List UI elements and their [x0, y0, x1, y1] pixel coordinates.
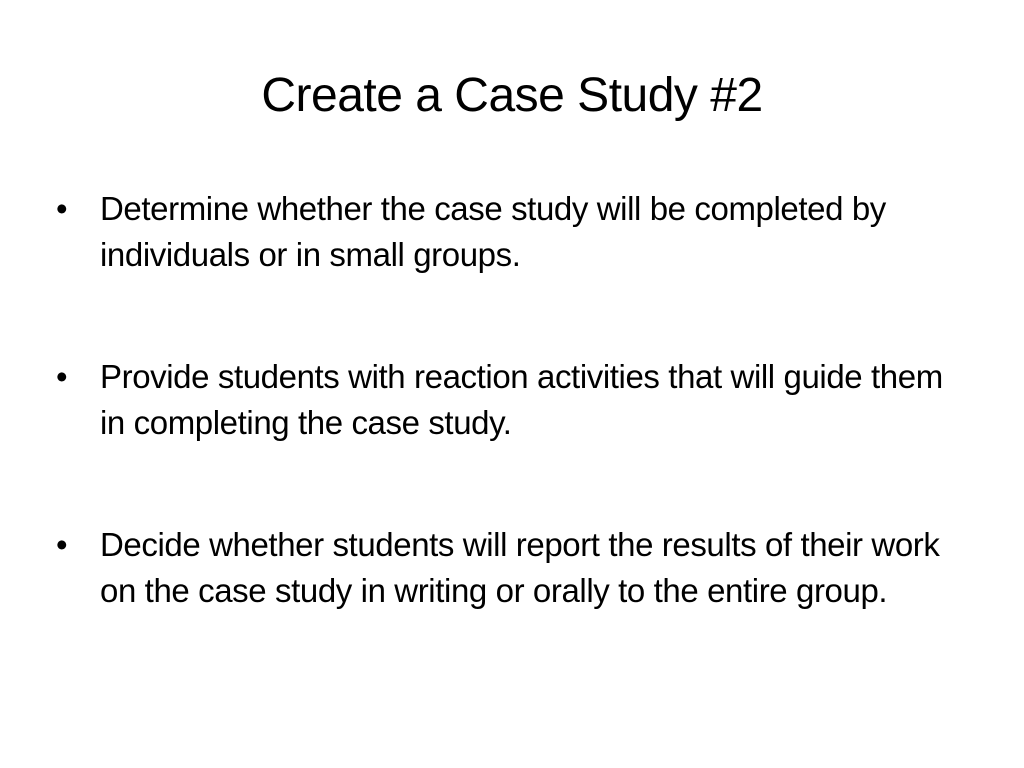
bullet-text: Determine whether the case study will be completed by individuals or in small groups. — [100, 190, 886, 273]
bullet-text: Decide whether students will report the results of their work on the case study in writing or orally to the entire group. — [100, 526, 940, 609]
bullet-item — [56, 354, 956, 446]
bullet-text: Provide students with reaction activities that will guide them in completing the case study. — [100, 358, 943, 441]
bullet-icon: • — [56, 358, 68, 395]
bullet-list — [56, 186, 956, 614]
slide-title: Create a Case Study #2 — [261, 69, 763, 122]
bullet-item — [56, 522, 956, 614]
bullet-icon: • — [56, 526, 68, 563]
bullet-item — [56, 186, 956, 278]
bullet-icon: • — [56, 190, 68, 227]
